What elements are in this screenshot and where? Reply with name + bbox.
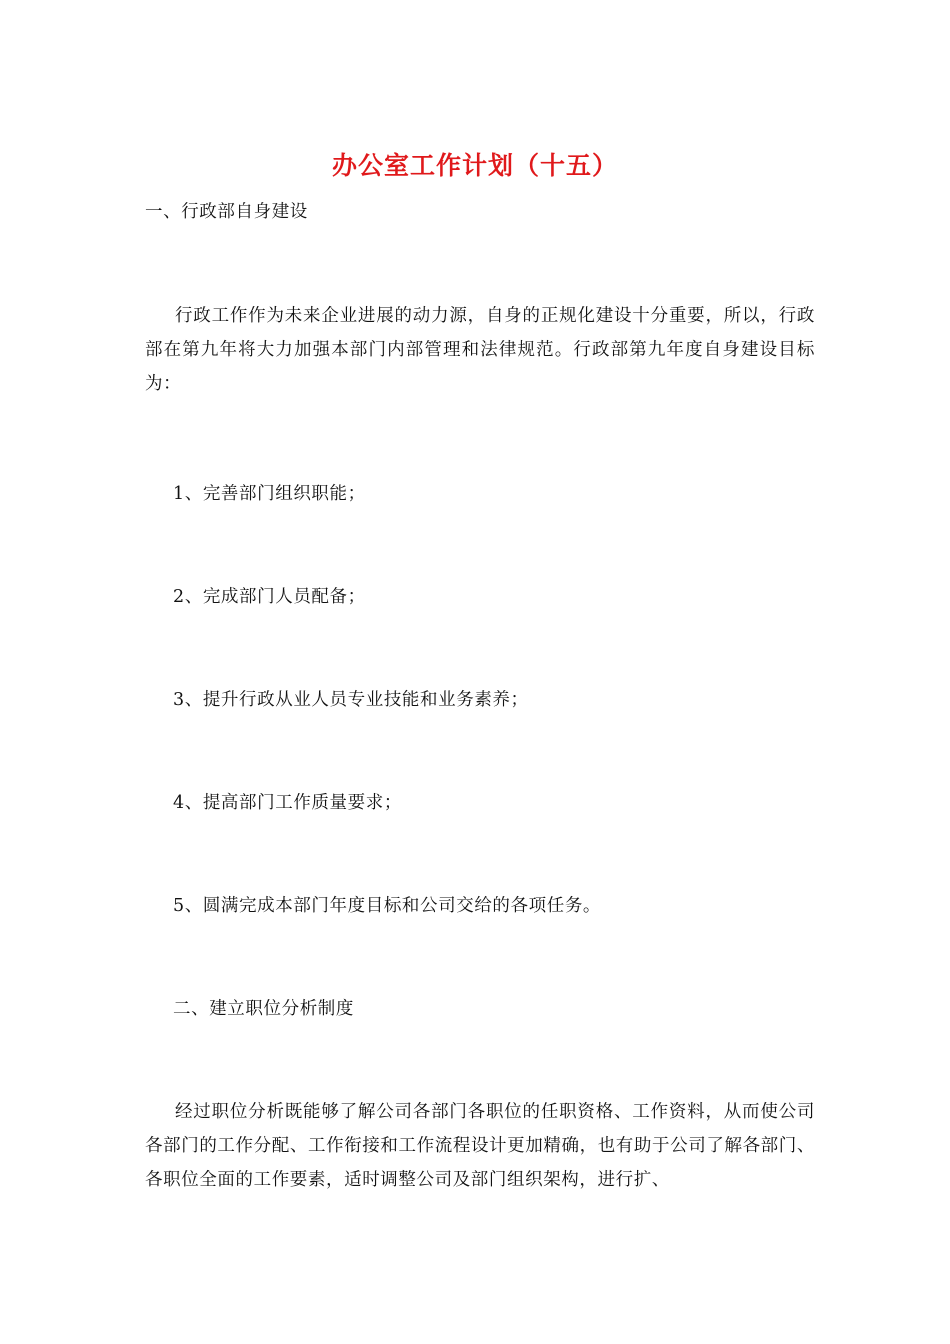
- goal-item-1: 1、完善部门组织职能；: [173, 484, 366, 504]
- goal-item-4: 4、提高部门工作质量要求；: [173, 793, 402, 813]
- section1-heading: 一、行政部自身建设: [145, 202, 308, 222]
- paragraph-1: 行政工作作为未来企业进展的动力源，自身的正规化建设十分重要，所以，行政部在第九年将大力加强本部门内部管理和法律规范。行政部第九年度自身建设目标为：: [145, 306, 815, 394]
- goal-item-5: 5、圆满完成本部门年度目标和公司交给的各项任务。: [173, 896, 602, 916]
- goal-item-2: 2、完成部门人员配备；: [173, 587, 366, 607]
- goal-item-3: 3、提升行政从业人员专业技能和业务素养；: [173, 690, 529, 710]
- document-title: 办公室工作计划（十五）: [331, 151, 618, 180]
- paragraph-2: 经过职位分析既能够了解公司各部门各职位的任职资格、工作资料，从而使公司各部门的工作分配、工作衔接和工作流程设计更加精确，也有助于公司了解各部门、各职位全面的工作要素，适时调整公司及部门组织架构，进行扩、: [145, 1102, 815, 1190]
- section2-heading: 二、建立职位分析制度: [173, 999, 354, 1019]
